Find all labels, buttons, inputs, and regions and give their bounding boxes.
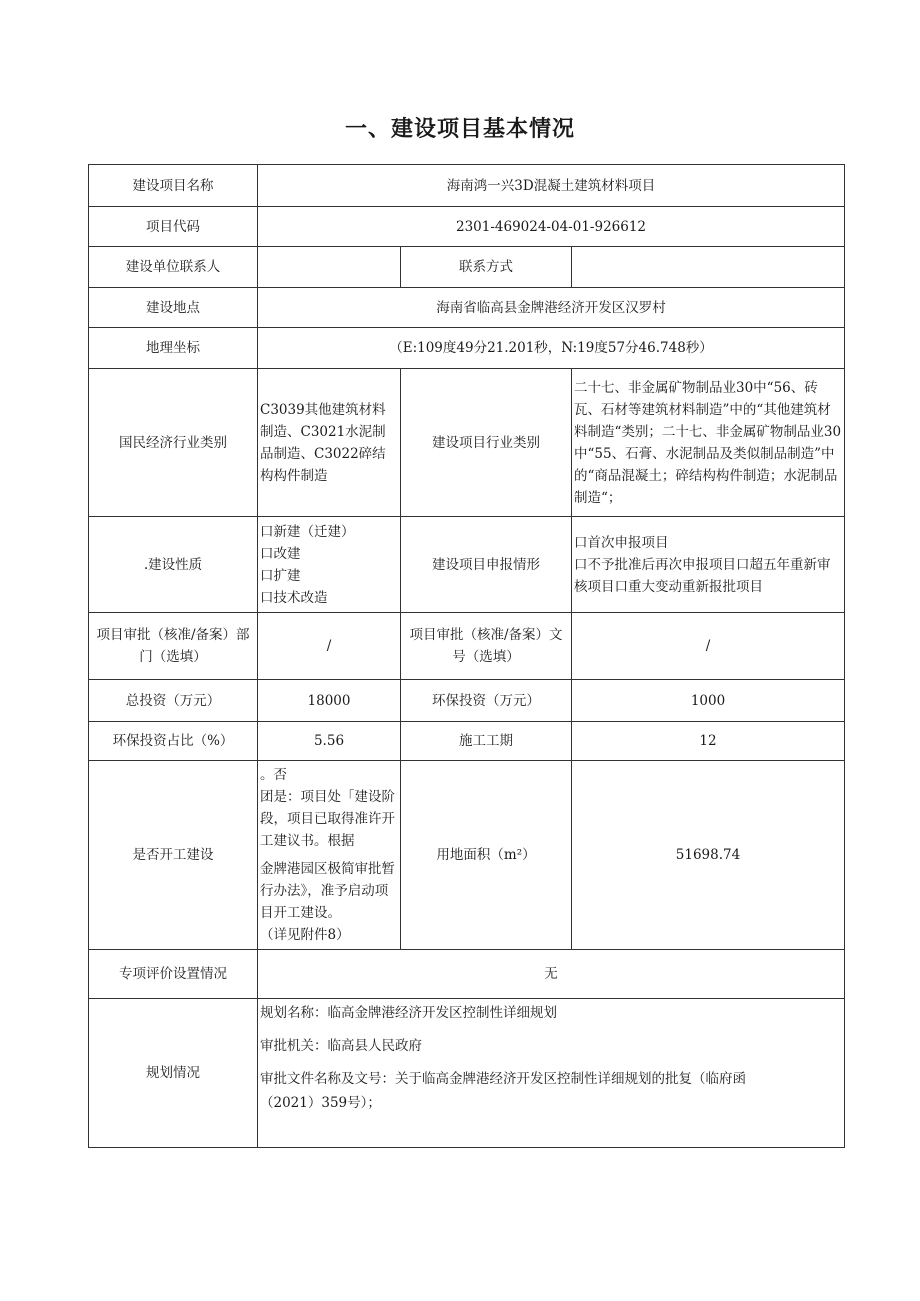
started-attachment-ref: （详见附件8） xyxy=(260,927,350,943)
started-detail xyxy=(258,761,401,950)
label-construction-period: 施工工期 xyxy=(401,722,572,761)
nature-option-tech[interactable]: 口技术改造 xyxy=(260,589,328,606)
value-total-investment: 18000 xyxy=(258,680,401,722)
row-planning xyxy=(89,999,845,1148)
label-total-investment: 总投资（万元） xyxy=(89,680,258,722)
value-land-area: 51698.74 xyxy=(572,761,845,950)
nature-option-rebuild[interactable]: 口改建 xyxy=(260,545,301,562)
nature-option-new[interactable]: 口新建（迁建） xyxy=(260,523,355,540)
label-planning: 规划情况 xyxy=(89,999,258,1148)
label-nature: .建设性质 xyxy=(89,517,258,613)
row-industry xyxy=(89,369,845,517)
row-investment xyxy=(89,680,845,722)
row-location xyxy=(89,288,845,328)
row-project-name xyxy=(89,165,845,207)
planning-document: 审批文件名称及文号：关于临高金牌港经济开发区控制性详细规划的批复（临府函（2021）359号）； xyxy=(260,1071,746,1111)
label-land-area: 用地面积（m²） xyxy=(401,761,572,950)
value-location: 海南省临高县金牌港经济开发区汉罗村 xyxy=(258,288,845,328)
row-coords xyxy=(89,328,845,369)
row-project-code xyxy=(89,207,845,247)
started-note: 金牌港园区极简审批暂行办法》，准予启动项目开工建设。 xyxy=(260,861,395,921)
row-approval xyxy=(89,613,845,680)
row-contact xyxy=(89,247,845,288)
value-env-investment: 1000 xyxy=(572,680,845,722)
nature-option-expand[interactable]: 口扩建 xyxy=(260,567,301,584)
value-special-eval: 无 xyxy=(258,950,845,999)
value-industry: C3039其他建筑材料制造、C3021水泥制品制造、C3022碎结构构件制造 xyxy=(258,369,401,517)
declaration-options xyxy=(572,517,845,613)
label-started: 是否开工建设 xyxy=(89,761,258,950)
planning-name: 规划名称：临高金牌港经济开发区控制性详细规划 xyxy=(260,1005,557,1021)
label-coords: 地理坐标 xyxy=(89,328,258,369)
value-contact xyxy=(258,247,401,288)
value-construction-period: 12 xyxy=(572,722,845,761)
value-env-ratio: 5.56 xyxy=(258,722,401,761)
declaration-option-resubmit[interactable]: 口不予批准后再次申报项目口超五年重新审核项目口重大变动重新报批项目 xyxy=(574,556,831,595)
value-contact-method xyxy=(572,247,845,288)
started-option-no[interactable]: 。否 xyxy=(260,767,287,783)
label-project-code: 项目代码 xyxy=(89,207,258,247)
label-contact-method: 联系方式 xyxy=(401,247,572,288)
started-option-yes[interactable]: 团是：项目处「建设阶段，项目已取得准许开工建议书。根据 xyxy=(260,789,395,849)
label-location: 建设地点 xyxy=(89,288,258,328)
label-project-industry: 建设项目行业类别 xyxy=(401,369,572,517)
page-title: 一、建设项目基本情况 xyxy=(344,117,575,142)
value-project-name: 海南鸿一兴3D混凝土建筑材料项目 xyxy=(258,165,845,207)
label-declaration: 建设项目申报情形 xyxy=(401,517,572,613)
value-project-industry: 二十七、非金属矿物制品业30中“56、砖瓦、石材等建筑材料制造”中的“其他建筑材料制造“类别；二十七、非金属矿物制品业30中“55、石膏、水泥制品及类似制品制造”中的“商品混凝土；碎结构构件制造；水泥制品制造“； xyxy=(572,369,845,517)
label-approval-dept: 项目审批（核准/备案）部门（选填） xyxy=(89,613,258,680)
row-ratio xyxy=(89,722,845,761)
planning-detail xyxy=(258,999,845,1148)
declaration-option-first[interactable]: 口首次申报项目 xyxy=(574,534,669,551)
row-started xyxy=(89,761,845,950)
label-env-ratio: 环保投资占比（%） xyxy=(89,722,258,761)
label-contact: 建设单位联系人 xyxy=(89,247,258,288)
value-approval-no: / xyxy=(572,613,845,680)
label-env-investment: 环保投资（万元） xyxy=(401,680,572,722)
value-coords: （E:109度49分21.201秒，N:19度57分46.748秒） xyxy=(258,328,845,369)
row-nature xyxy=(89,517,845,613)
label-project-name: 建设项目名称 xyxy=(89,165,258,207)
value-project-code: 2301-469024-04-01-926612 xyxy=(258,207,845,247)
nature-options xyxy=(258,517,401,613)
value-approval-dept: / xyxy=(258,613,401,680)
label-industry: 国民经济行业类别 xyxy=(89,369,258,517)
label-special-eval: 专项评价设置情况 xyxy=(89,950,258,999)
planning-authority: 审批机关：临高县人民政府 xyxy=(260,1038,422,1054)
project-info-table xyxy=(88,164,845,1148)
label-approval-no: 项目审批（核准/备案）文号（选填） xyxy=(401,613,572,680)
row-special-eval xyxy=(89,950,845,999)
